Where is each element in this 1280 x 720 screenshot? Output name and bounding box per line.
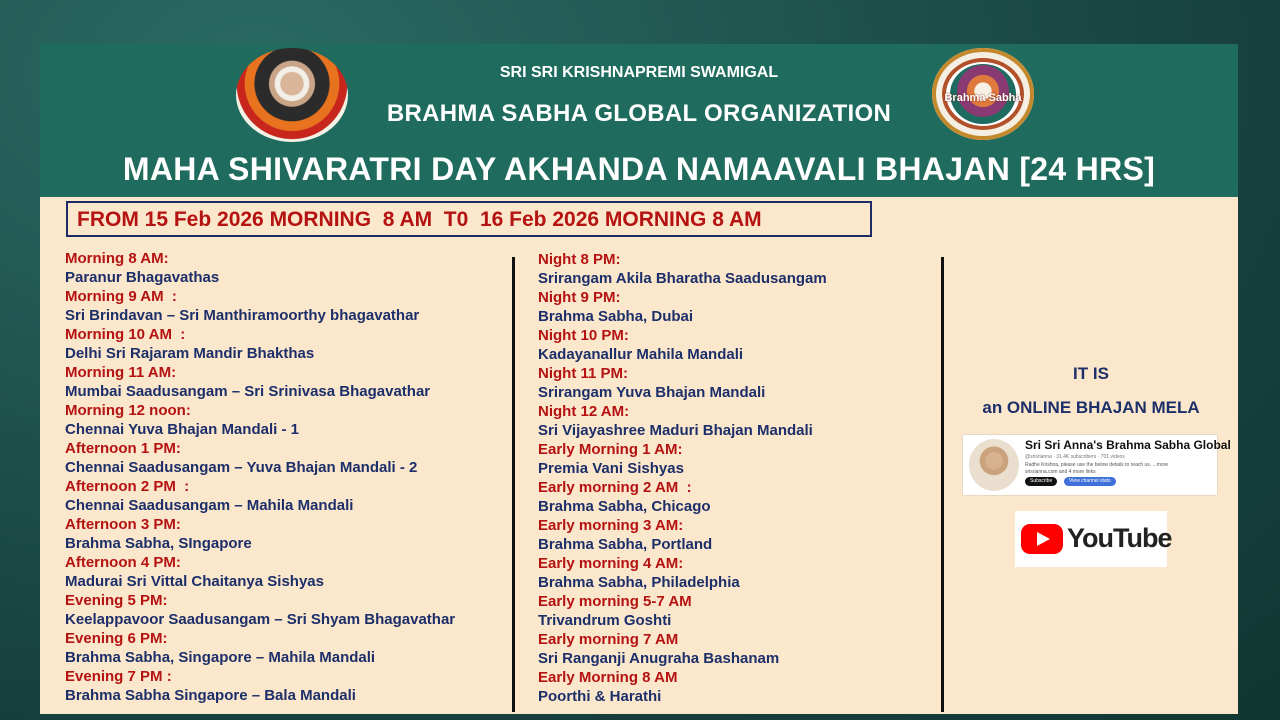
brahma-sabha-logo: [932, 48, 1034, 140]
slot-group-name: Madurai Sri Vittal Chaitanya Sishyas: [65, 573, 324, 590]
slot-group-name: Brahma Sabha, Singapore – Mahila Mandali: [65, 649, 376, 666]
slot-time: Morning 10 AM :: [65, 326, 186, 343]
column-divider-right: [941, 257, 944, 712]
slot-group-name: Brahma Sabha, Portland: [538, 536, 713, 553]
schedule-entry: [538, 402, 827, 440]
slot-group-name: Paranur Bhagavathas: [65, 269, 220, 286]
slot-group-name: Trivandrum Goshti: [538, 612, 672, 629]
schedule-entry: [65, 515, 455, 553]
slot-group-name: Srirangam Akila Bharatha Saadusangam: [538, 270, 827, 287]
youtube-channel-card[interactable]: [963, 435, 1231, 495]
slot-time: Evening 5 PM:: [65, 592, 168, 609]
slot-group-name: Delhi Sri Rajaram Mandir Bhakthas: [65, 345, 315, 362]
slot-time: Evening 6 PM:: [65, 630, 168, 647]
schedule-entry: [538, 554, 827, 592]
schedule-entry: [538, 630, 827, 668]
schedule-entry: [65, 363, 455, 401]
schedule-entry: [65, 591, 455, 629]
slot-time: Night 11 PM:: [538, 365, 629, 382]
youtube-play-icon: [1021, 524, 1063, 554]
slot-time: Night 12 AM:: [538, 403, 630, 420]
schedule-column-left: [65, 249, 455, 705]
header-line2: BRAHMA SABHA GLOBAL ORGANIZATION: [386, 100, 892, 127]
column-divider-left: [512, 257, 515, 712]
slot-group-name: Sri Ranganji Anugraha Bashanam: [538, 650, 780, 667]
date-range-box: FROM 15 Feb 2026 MORNING 8 AM T0 16 Feb 2026 MORNING 8 AM: [66, 201, 872, 237]
channel-links[interactable]: srisrianna.com and 4 more links: [1025, 469, 1096, 475]
schedule-entry: [538, 250, 827, 288]
online-label-line2: an ONLINE BHAJAN MELA: [982, 398, 1200, 417]
slot-group-name: Chennai Saadusangam – Mahila Mandali: [65, 497, 354, 514]
online-label-line1: IT IS: [1073, 364, 1109, 383]
schedule-column-right: [538, 250, 827, 706]
channel-meta: @srisrianna · 31.4K subscribers · 701 videos: [1025, 454, 1125, 460]
slot-group-name: Mumbai Saadusangam – Sri Srinivasa Bhagavathar: [65, 383, 431, 400]
event-title: MAHA SHIVARATRI DAY AKHANDA NAMAAVALI BHAJAN [24 HRS]: [122, 151, 1156, 187]
slot-time: Morning 12 noon:: [65, 402, 191, 419]
schedule-entry: [65, 401, 455, 439]
slot-time: Early Morning 8 AM: [538, 669, 678, 686]
slot-time: Evening 7 PM :: [65, 668, 172, 685]
slot-time: Night 8 PM:: [538, 251, 621, 268]
slot-group-name: Chennai Yuva Bhajan Mandali - 1: [65, 421, 299, 438]
slot-time: Night 9 PM:: [538, 289, 621, 306]
slot-group-name: Brahma Sabha, Philadelphia: [538, 574, 740, 591]
header-line1: SRI SRI KRISHNAPREMI SWAMIGAL: [499, 64, 779, 81]
slot-time: Early morning 2 AM :: [538, 479, 692, 496]
slot-group-name: Premia Vani Sishyas: [538, 460, 684, 477]
subscribe-button[interactable]: Subscribe: [1025, 477, 1057, 486]
slot-group-name: Kadayanallur Mahila Mandali: [538, 346, 744, 363]
schedule-entry: [65, 249, 455, 287]
schedule-entry: [538, 288, 827, 326]
slot-time: Early morning 5-7 AM: [538, 593, 692, 610]
schedule-entry: [538, 364, 827, 402]
view-channel-stats-button[interactable]: View channel stats: [1064, 477, 1116, 486]
schedule-entry: [538, 326, 827, 364]
channel-description: Radhe Krishna, please use the below details to reach us. ...more: [1025, 462, 1169, 468]
slot-group-name: Sri Vijayashree Maduri Bhajan Mandali: [538, 422, 813, 439]
schedule-entry: [538, 440, 827, 478]
slot-group-name: Poorthi & Harathi: [538, 688, 662, 705]
slot-group-name: Brahma Sabha, Chicago: [538, 498, 711, 515]
slot-group-name: Keelappavoor Saadusangam – Sri Shyam Bhagavathar: [65, 611, 456, 628]
schedule-entry: [65, 439, 455, 477]
schedule-entry: [538, 478, 827, 516]
header-banner: [40, 44, 1238, 197]
slot-group-name: Srirangam Yuva Bhajan Mandali: [538, 384, 766, 401]
slot-time: Afternoon 4 PM:: [65, 554, 181, 571]
slot-time: Afternoon 2 PM :: [65, 478, 190, 495]
channel-avatar: [969, 439, 1019, 491]
slot-time: Early morning 3 AM:: [538, 517, 684, 534]
channel-name: Sri Sri Anna's Brahma Sabha Global: [1025, 438, 1231, 452]
schedule-entry: [65, 477, 455, 515]
schedule-entry: [538, 668, 827, 706]
slot-time: Early morning 4 AM:: [538, 555, 684, 572]
youtube-wordmark: YouTube: [1067, 523, 1172, 553]
slot-time: Afternoon 3 PM:: [65, 516, 181, 533]
slot-time: Afternoon 1 PM:: [65, 440, 181, 457]
logo-text: Brahma Sabha: [944, 92, 1022, 104]
slot-time: Early Morning 1 AM:: [538, 441, 683, 458]
slot-group-name: Chennai Saadusangam – Yuva Bhajan Mandali - 2: [65, 459, 418, 476]
schedule-entry: [538, 516, 827, 554]
slot-time: Morning 8 AM:: [65, 250, 169, 267]
schedule-entry: [65, 667, 455, 705]
schedule-entry: [65, 287, 455, 325]
slot-time: Night 10 PM:: [538, 327, 629, 344]
schedule-entry: [65, 629, 455, 667]
slot-group-name: Brahma Sabha, Dubai: [538, 308, 694, 325]
slot-group-name: Brahma Sabha Singapore – Bala Mandali: [65, 687, 356, 704]
schedule-entry: [65, 325, 455, 363]
schedule-entry: [538, 592, 827, 630]
slot-group-name: Brahma Sabha, SIngapore: [65, 535, 252, 552]
schedule-entry: [65, 553, 455, 591]
youtube-logo[interactable]: [1015, 511, 1172, 567]
slot-group-name: Sri Brindavan – Sri Manthiramoorthy bhagavathar: [65, 307, 420, 324]
event-slide: [40, 44, 1238, 714]
slot-time: Morning 11 AM:: [65, 364, 177, 381]
slot-time: Early morning 7 AM: [538, 631, 679, 648]
slot-time: Morning 9 AM :: [65, 288, 177, 305]
